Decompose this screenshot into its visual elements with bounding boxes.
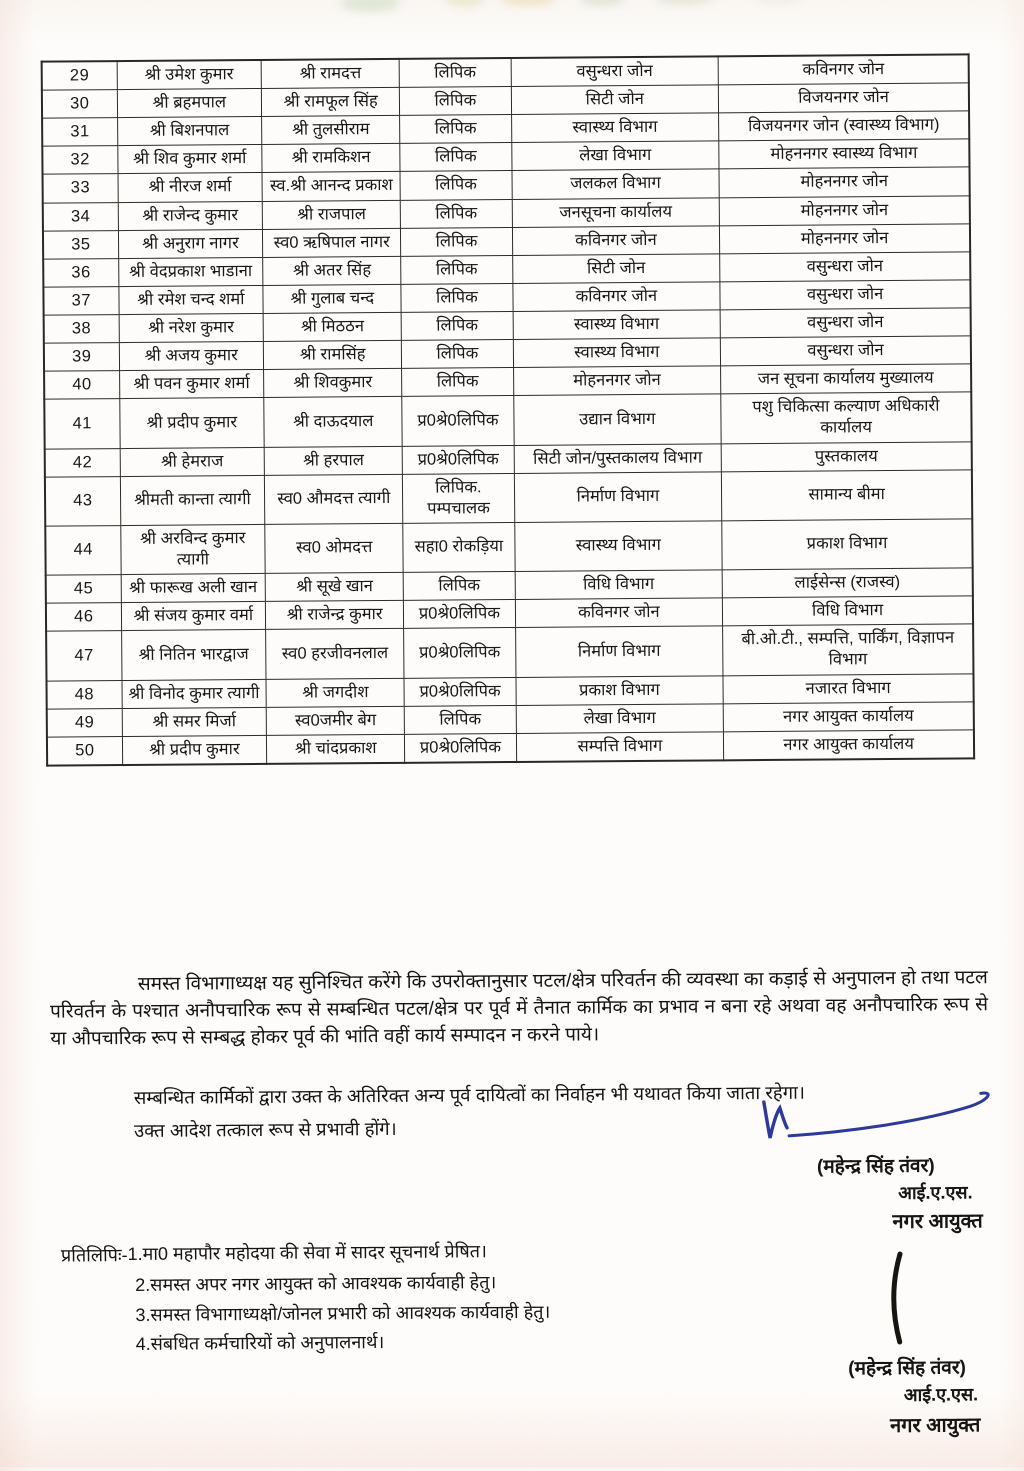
father-name-cell: स्व.श्री आनन्द प्रकाश xyxy=(262,172,400,201)
designation-cell: लिपिक xyxy=(400,87,511,116)
new-posting-cell: नजारत विभाग xyxy=(723,673,974,703)
father-name-cell: श्री शिवकुमार xyxy=(264,369,402,398)
current-posting-cell: मोहननगर जोन xyxy=(513,366,721,396)
current-posting-cell: स्वास्थ्य विभाग xyxy=(513,338,721,368)
father-name-cell: श्री गुलाब चन्द xyxy=(263,284,401,313)
father-name-cell: श्री दाऊदयाल xyxy=(264,397,402,447)
scan-smudge xyxy=(445,0,485,8)
father-name-cell: स्व0 ऋषिपाल नागर xyxy=(263,228,401,257)
employee-name-cell: श्री शिव कुमार शर्मा xyxy=(117,145,262,174)
serial-cell: 50 xyxy=(47,736,122,765)
designation-cell: लिपिक xyxy=(401,255,512,284)
new-posting-cell: नगर आयुक्त कार्यालय xyxy=(724,730,975,761)
scan-smudge xyxy=(500,0,555,7)
serial-cell: 31 xyxy=(42,118,117,147)
new-posting-cell: नगर आयुक्त कार्यालय xyxy=(723,702,974,732)
employee-name-cell: श्री रमेश चन्द शर्मा xyxy=(118,285,263,314)
scan-smudge xyxy=(655,0,715,6)
employee-name-cell: श्री अजय कुमार xyxy=(119,342,264,371)
designation-cell: लिपिक xyxy=(402,340,513,369)
employee-name-cell: श्री अरविन्द कुमार त्यागी xyxy=(120,524,265,574)
new-posting-cell: वसुन्धरा जोन xyxy=(720,252,971,282)
father-name-cell: श्री रामकिशन xyxy=(262,144,400,173)
employee-name-cell: श्री ब्रहमपाल xyxy=(117,89,262,118)
new-posting-cell: कविनगर जोन xyxy=(718,54,969,85)
current-posting-cell: निर्माण विभाग xyxy=(515,626,723,677)
signatory-post: नगर आयुक्त xyxy=(890,1414,981,1438)
handwritten-signature-mark xyxy=(692,1084,1005,1152)
table-row xyxy=(47,730,974,766)
father-name-cell: श्री सूखे खान xyxy=(265,572,403,601)
employee-name-cell: श्री वेदप्रकाश भाडाना xyxy=(118,257,263,286)
current-posting-cell: जलकल विभाग xyxy=(512,169,720,199)
employee-name-cell: श्री हेमराज xyxy=(120,447,265,476)
serial-cell: 38 xyxy=(44,315,119,344)
current-posting-cell: कविनगर जोन xyxy=(515,598,723,628)
serial-cell: 48 xyxy=(46,680,121,709)
designation-cell: सहा0 रोकड़िया xyxy=(403,522,515,572)
current-posting-cell: वसुन्धरा जोन xyxy=(511,56,719,86)
signature-block-top xyxy=(692,1084,1005,1235)
father-name-cell: स्व0 हरजीवनलाल xyxy=(266,629,404,679)
new-posting-cell: मोहननगर जोन xyxy=(720,224,971,254)
employee-name-cell: श्री फारूख अली खान xyxy=(121,574,266,603)
designation-cell: लिपिक xyxy=(399,58,510,87)
employee-name-cell: श्री प्रदीप कुमार xyxy=(122,735,267,765)
father-name-cell: स्व0 औमदत्त त्यागी xyxy=(265,474,403,524)
serial-cell: 42 xyxy=(45,448,120,477)
signatory-service: आई.ए.एस. xyxy=(903,1384,979,1405)
employee-name-cell: श्री बिशनपाल xyxy=(117,117,262,146)
current-posting-cell: स्वास्थ्य विभाग xyxy=(514,521,722,572)
new-posting-cell: वसुन्धरा जोन xyxy=(720,308,971,338)
serial-cell: 33 xyxy=(43,174,118,203)
employee-name-cell: श्री प्रदीप कुमार xyxy=(119,398,264,448)
table-row xyxy=(45,519,972,575)
table-row xyxy=(44,392,971,448)
current-posting-cell: सिटी जोन/पुस्तकालय विभाग xyxy=(514,443,722,473)
designation-cell: प्र0श्रे0लिपिक xyxy=(402,396,514,446)
order-paragraph-effective: उक्त आदेश तत्काल रूप से प्रभावी होंगे। xyxy=(133,1117,397,1141)
employee-name-cell: श्री संजय कुमार वर्मा xyxy=(121,602,266,631)
current-posting-cell: उद्यान विभाग xyxy=(513,394,721,445)
employee-name-cell: श्री पवन कुमार शर्मा xyxy=(119,370,264,399)
new-posting-cell: जन सूचना कार्यालय मुख्यालय xyxy=(721,364,972,394)
designation-cell: लिपिक xyxy=(400,115,511,144)
new-posting-cell: वसुन्धरा जोन xyxy=(720,280,971,310)
employee-name-cell: श्री नीरज शर्मा xyxy=(118,173,263,202)
employee-name-cell: श्री राजेन्द कुमार xyxy=(118,201,263,230)
father-name-cell: स्व0 ओमदत्त xyxy=(265,523,403,573)
transfer-table xyxy=(41,53,976,766)
copy-line xyxy=(61,1239,681,1268)
new-posting-cell: विजयनगर जोन xyxy=(719,83,970,113)
new-posting-cell: विजयनगर जोन (स्वास्थ्य विभाग) xyxy=(719,111,970,141)
employee-name-cell: श्री नरेश कुमार xyxy=(119,313,264,342)
current-posting-cell: जनसूचना कार्यालय xyxy=(512,197,720,227)
new-posting-cell: प्रकाश विभाग xyxy=(722,519,973,570)
current-posting-cell: प्रकाश विभाग xyxy=(516,675,724,705)
copy-item: 3.समस्त विभागाध्यक्षो/जोनल प्रभारी को आवश्यक कार्यवाही हेतु। xyxy=(135,1301,551,1325)
current-posting-cell: लेखा विभाग xyxy=(511,141,719,171)
new-posting-cell: वसुन्धरा जोन xyxy=(720,336,971,366)
serial-cell: 32 xyxy=(42,146,117,175)
designation-cell: लिपिक xyxy=(400,171,511,200)
new-posting-cell: विधि विभाग xyxy=(723,596,974,626)
designation-cell: लिपिक xyxy=(401,311,512,340)
serial-cell: 40 xyxy=(44,371,119,400)
father-name-cell: श्री रामदत्त xyxy=(261,59,399,89)
transfer-table-body xyxy=(42,54,974,765)
designation-cell: लिपिक xyxy=(402,368,513,397)
designation-cell: प्र0श्रे0लिपिक xyxy=(405,733,516,762)
designation-cell: प्र0श्रे0लिपिक xyxy=(404,600,515,629)
order-paragraph-compliance: समस्त विभागाध्यक्ष यह सुनिश्चित करेंगे कि उपरोक्तानुसार पटल/क्षेत्र परिवर्तन की व्यवस्था का कड़ाई से अनुपालन हो तथा पटल परिवर्तन के पश्चात अनौपचारिक रूप से सम्बन्धित पटल/क्षेत्र पर पूर्व में तैनात कार्मिक का प्रभाव न बना रहे अथवा वह अनौपचारिक रूप से या औपचारिक रूप से सम्बद्ध होकर पूर्व की भांति वहीं कार्य सम्पादन न करने पाये। xyxy=(50,967,989,1050)
table-row xyxy=(46,624,973,680)
employee-name-cell: श्री अनुराग नागर xyxy=(118,229,263,258)
employee-name-cell: श्रीमती कान्ता त्यागी xyxy=(120,475,265,525)
father-name-cell: श्री चांदप्रकाश xyxy=(267,734,405,764)
current-posting-cell: स्वास्थ्य विभाग xyxy=(513,310,721,340)
new-posting-cell: मोहननगर जोन xyxy=(719,167,970,197)
father-name-cell: श्री रामसिंह xyxy=(264,340,402,369)
current-posting-cell: सम्पत्ति विभाग xyxy=(516,732,724,762)
signatory-name: (महेन्द्र सिंह तंवर) xyxy=(848,1357,967,1380)
copy-distribution-list xyxy=(61,1239,682,1356)
serial-cell: 30 xyxy=(42,90,117,119)
serial-cell: 36 xyxy=(43,258,118,287)
scan-smudge xyxy=(755,0,800,4)
employee-name-cell: श्री उमेश कुमार xyxy=(117,60,262,90)
current-posting-cell: स्वास्थ्य विभाग xyxy=(511,113,719,143)
designation-cell: लिपिक xyxy=(403,572,514,601)
father-name-cell: श्री मिठठन xyxy=(263,312,401,341)
serial-cell: 46 xyxy=(46,603,121,632)
father-name-cell: श्री राजेन्द्र कुमार xyxy=(266,601,404,630)
father-name-cell: श्री रामफूल सिंह xyxy=(262,87,400,116)
serial-cell: 29 xyxy=(42,61,117,90)
current-posting-cell: लेखा विभाग xyxy=(516,703,724,733)
current-posting-cell: सिटी जोन xyxy=(512,254,720,284)
designation-cell: प्र0श्रे0लिपिक xyxy=(404,677,515,706)
father-name-cell: श्री तुलसीराम xyxy=(262,116,400,145)
copy-item: 1.मा0 महापौर महोदया की सेवा में सादर सूचनार्थ प्रेषित। xyxy=(127,1241,487,1265)
current-posting-cell: विधि विभाग xyxy=(515,570,723,600)
new-posting-cell: सामान्य बीमा xyxy=(722,470,973,521)
serial-cell: 47 xyxy=(46,631,121,681)
serial-cell: 43 xyxy=(45,476,120,526)
current-posting-cell: निर्माण विभाग xyxy=(514,471,722,522)
new-posting-cell: पशु चिकित्सा कल्याण अधिकारी कार्यालय xyxy=(721,392,972,443)
employee-name-cell: श्री नितिन भारद्वाज xyxy=(121,630,266,680)
signatory-name: (महेन्द्र सिंह तंवर) xyxy=(816,1155,935,1178)
signatory-service: आई.ए.एस. xyxy=(898,1182,973,1203)
order-paragraph-duties: सम्बन्धित कार्मिकों द्वारा उक्त के अतिरिक्त अन्य पूर्व दायित्वों का निर्वाहन भी यथावत किया जाता रहेगा। xyxy=(133,1081,806,1108)
current-posting-cell: कविनगर जोन xyxy=(512,282,720,312)
signature-block-bottom xyxy=(693,1248,1006,1439)
new-posting-cell: मोहननगर स्वास्थ्य विभाग xyxy=(719,139,970,169)
serial-cell: 41 xyxy=(44,399,119,449)
serial-cell: 37 xyxy=(43,286,118,315)
scan-smudge xyxy=(340,0,400,12)
designation-cell: लिपिक. पम्पचालक xyxy=(403,473,515,523)
designation-cell: प्र0श्रे0लिपिक xyxy=(402,445,513,474)
father-name-cell: श्री अतर सिंह xyxy=(263,256,401,285)
designation-cell: लिपिक xyxy=(400,143,511,172)
scan-smudge xyxy=(580,0,625,6)
designation-cell: लिपिक xyxy=(401,283,512,312)
father-name-cell: श्री जगदीश xyxy=(266,678,404,707)
designation-cell: लिपिक xyxy=(401,227,512,256)
new-posting-cell: बी.ओ.टी., सम्पत्ति, पार्किंग, विज्ञापन विभाग xyxy=(723,624,974,675)
copy-item: 4.संबधित कर्मचारियों को अनुपालनार्थ। xyxy=(135,1332,385,1354)
designation-cell: लिपिक xyxy=(401,199,512,228)
serial-cell: 35 xyxy=(43,230,118,259)
serial-cell: 44 xyxy=(45,525,120,575)
serial-cell: 34 xyxy=(43,202,118,231)
copy-item: 2.समस्त अपर नगर आयुक्त को आवश्यक कार्यवाही हेतु। xyxy=(135,1272,497,1295)
current-posting-cell: सिटी जोन xyxy=(511,85,719,115)
copy-list-label: प्रतिलिपिः- xyxy=(60,1245,128,1266)
serial-cell: 39 xyxy=(44,343,119,372)
designation-cell: लिपिक xyxy=(404,705,515,734)
serial-cell: 49 xyxy=(47,708,122,737)
table-row xyxy=(45,470,972,526)
employee-name-cell: श्री समर मिर्जा xyxy=(122,707,267,736)
designation-cell: प्र0श्रे0लिपिक xyxy=(404,628,516,678)
father-name-cell: श्री हरपाल xyxy=(264,446,402,475)
signatory-post: नगर आयुक्त xyxy=(892,1210,983,1234)
father-name-cell: स्व0जमीर बेग xyxy=(266,706,404,735)
current-posting-cell: कविनगर जोन xyxy=(512,226,720,256)
employee-name-cell: श्री विनोद कुमार त्यागी xyxy=(122,679,267,708)
father-name-cell: श्री राजपाल xyxy=(262,200,400,229)
handwritten-signature-stroke xyxy=(693,1248,1006,1348)
new-posting-cell: मोहननगर जोन xyxy=(719,195,970,225)
new-posting-cell: पुस्तकालय xyxy=(721,441,972,471)
serial-cell: 45 xyxy=(46,575,121,604)
new-posting-cell: लाईसेन्स (राजस्व) xyxy=(722,568,973,598)
